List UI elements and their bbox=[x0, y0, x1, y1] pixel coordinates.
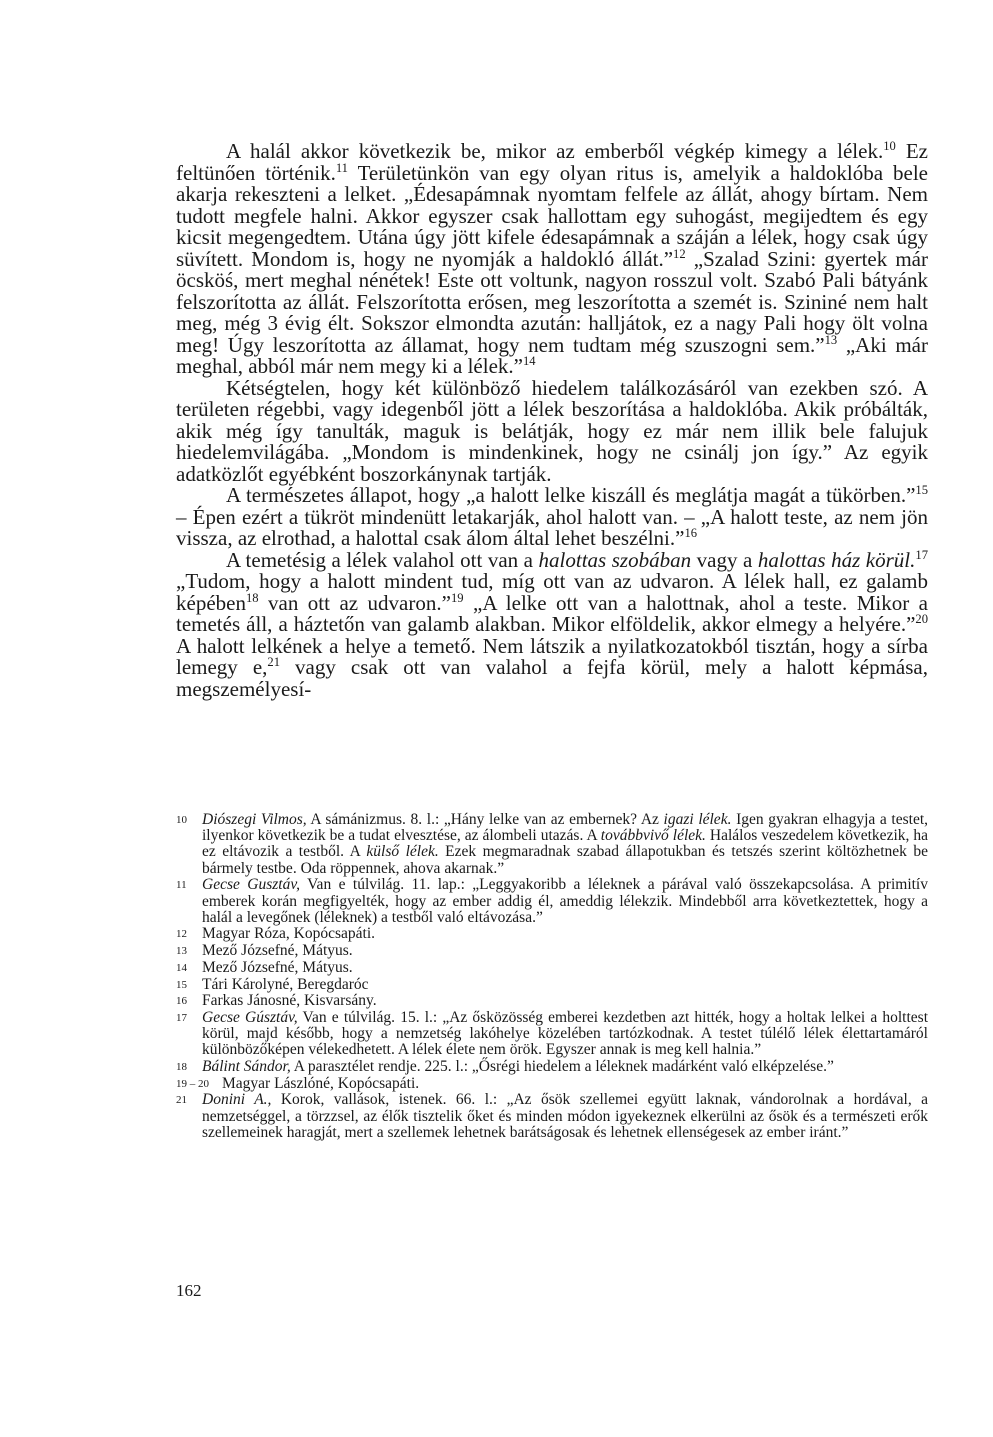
footnote-text: Farkas Jánosné, Kisvarsány. bbox=[202, 992, 377, 1010]
footnote bbox=[176, 977, 928, 993]
footnote-text: Diószegi Vilmos, A sámánizmus. 8. l.: „Hány lelke van az embernek? Az igazi lélek. Igen gyakran elhagyja a testet, ilyenkor következik be a tudat elvesztése, az álombeli utazás. A továbbvivő lélek. Halálos veszedelem következik, ha ez eltávozik a testből. A külső lélek. Ezek megmaradnak szabad állapotukban és tetszés szerint költözhetnek be bármely testbe. Oda röppennek, ahova akarnak.” bbox=[202, 811, 929, 877]
footnote-text: Mező Józsefné, Mátyus. bbox=[202, 942, 353, 960]
footnote-number: 17 bbox=[176, 1011, 187, 1024]
footnote-ref-14: 14 bbox=[522, 354, 536, 368]
footnote bbox=[176, 812, 928, 877]
footnote-ref-11: 11 bbox=[335, 160, 348, 175]
paragraph-3: A természetes állapot, hogy „a halott lelke kiszáll és meglátja magát a tükörben.”$^{15}$ – Épen ezért a tükröt mindenütt letakarják, ahol halott van. – „A halott teste, az nem jön vissza, az elrothad, a halottal csak álom által lehet beszélni.”$^{16}$ bbox=[176, 483, 928, 550]
footnote-ref-12: 12 bbox=[673, 246, 686, 261]
footnote bbox=[176, 1076, 928, 1092]
footnote bbox=[176, 993, 928, 1009]
footnote-text: Magyar Róza, Kopócsapáti. bbox=[202, 925, 376, 943]
footnote-text: Magyar Lászlóné, Kopócsapáti. bbox=[222, 1074, 420, 1092]
main-text bbox=[176, 141, 928, 700]
footnote-number: 14 bbox=[176, 961, 187, 974]
footnote-ref-16: 16 bbox=[684, 526, 698, 540]
footnote bbox=[176, 943, 928, 959]
footnote-ref-20: 20 bbox=[915, 612, 928, 626]
footnote-text: Bálint Sándor, A parasztélet rendje. 225. l.: „Ősrégi hiedelem a léleknek madárként való elképzelése.” bbox=[202, 1058, 834, 1076]
footnote-number: 12 bbox=[176, 928, 187, 941]
footnote-number: 10 bbox=[176, 814, 187, 826]
paragraph-1: A halál akkor következik be, mikor az emberből végkép kimegy a lélek.$^{10}$ Ez feltünően történik.$^{11}$ Területünkön van egy olyan ritus is, amelyik a haldoklóba bele akarja rekeszteni a lelket. „Édesapámnak nyomtam felfele az állát, ahogy bírtam. Nem tudott megfele halni. Akkor egyszer csak hallottam egy suhogást, megijedtem és egy kicsit megengedtem. Utána úgy jött kifele édesapámnak a száján a lélek, hogy csak úgy süvített. Mondom is, hogy ne nyomják a haldokló állát.”$^{12}$ „Szalad Szini: gyertek már öcsköś, mert meghal nénétek! Este ott voltunk, nagyon rosszul volt. Szabó Pali bátyánk felszorította az állát. Felszorította erősen, meg leszorította a szemét is. Szininé nem halt meg, még 3 évig élt. Sokszor elmondta azután: halljátok, ez a nagy Pali hogy ölt volna meg! Úgy leszorította az államat, hogy nem tudtam még szuszogni sem.”$^{13}$ „Aki már meghal, abból már nem megy ki a lélek.”$^{14}$ bbox=[176, 139, 928, 378]
footnote-number: 19 – 20 bbox=[176, 1077, 209, 1090]
footnote bbox=[176, 1092, 928, 1141]
footnote bbox=[176, 877, 928, 926]
footnote bbox=[176, 960, 928, 976]
footnote bbox=[176, 1010, 928, 1059]
footnote-text: Tári Károlyné, Beregdaróc bbox=[202, 975, 369, 993]
footnote-number: 18 bbox=[176, 1061, 187, 1074]
footnote-ref-19: 19 bbox=[450, 590, 464, 605]
footnotes bbox=[176, 812, 928, 1142]
footnote-text: Donini A., Korok, vallások, istenek. 66. l.: „Az ősök szellemei együtt laknak, vándorolnak a hordával, a nemzetséggel, a törzzsel, az élők tisztelik őket és minden módon igyekeznek elkerülni az ősök és a természeti erők szellemeinek haragját, mert a szellemek lehetnek barátságosak és lehetnek ellenségesek az ember iránt.” bbox=[202, 1091, 928, 1141]
footnote-ref-17: 17 bbox=[915, 547, 928, 562]
footnote-number: 16 bbox=[176, 995, 187, 1008]
footnote-ref-15: 15 bbox=[915, 483, 928, 497]
footnote bbox=[176, 1059, 928, 1075]
footnote-text: Mező Józsefné, Mátyus. bbox=[202, 958, 353, 976]
footnote-number: 13 bbox=[176, 945, 187, 958]
paragraph-2: Kétségtelen, hogy két különböző hiedelem találkozásáról van ezekben szó. A területen régebbi, vagy idegenből jött a lélek beszorítása a haldoklóba. Akik próbálták, akik még így tanulták, maguk is belátják, hogy ez már nem illik bele falujuk hiedelemvilágába. „Mondom is mindenkinek, hogy ne csinálj jon így.” Az egyik adatközlőt egyébként boszorkánynak tartják. bbox=[176, 375, 928, 486]
footnote bbox=[176, 926, 928, 942]
footnote-ref-18: 18 bbox=[245, 590, 259, 605]
footnote-number: 11 bbox=[176, 879, 187, 892]
footnote-text: Gecse Gusztáv, Van e túlvilág. 11. lap.: „Leggyakoribb a léleknek a párával való összekapcsolása. A primitív emberek korán megfigyelték, hogy az ember addig él, ameddig lélekzik. Mindebből arra következtettek, hogy a halál a levegőnek (léleknek) a testből való eltávozása.” bbox=[202, 876, 928, 926]
footnote-number: 15 bbox=[176, 978, 187, 991]
paragraph-4: A temetésig a lélek valahol ott van a halottas szobában vagy a halottas ház körül.$^{17}$ „Tudom, hogy a halott mindent tud, míg ott van az udvaron. A lélek hall, ez galamb képében$^{18}$ van ott az udvaron.”$^{19}$ „A lelke ott van a halottnak, ahol a teste. Mikor a temetés áll, a háztetőn van galamb alakban. Mikor elföldelik, akkor elmegy a helyére.”$^{20}$ A halott lelkének a helye a temető. Nem látszik a nyilatkozatokból tisztán, hogy a sírba lemegy e,$^{21}$ vagy csak ott van valahol a fejfa körül, mely a halott képmása, megszemélyesí- bbox=[176, 547, 928, 701]
page-number: 162 bbox=[176, 1281, 202, 1300]
footnote-ref-21: 21 bbox=[267, 655, 281, 669]
footnote-ref-10: 10 bbox=[883, 139, 896, 153]
footnote-ref-13: 13 bbox=[824, 332, 838, 347]
footnote-text: Gecse Gúsztáv, Van e túlvilág. 15. l.: „Az ősközösség emberei kezdetben azt hitték, hogy a holtak lelkei a holttest körül, majd később, hogy a nemzetség lakóhelye közelében tartózkodnak. A testet túlélő lélek élettartamáról különbözőképen vélekedhetett. A lélek élete nem örök. Egyszer annak is meg kell halnia.” bbox=[202, 1008, 928, 1059]
footnote-number: 21 bbox=[176, 1094, 187, 1107]
